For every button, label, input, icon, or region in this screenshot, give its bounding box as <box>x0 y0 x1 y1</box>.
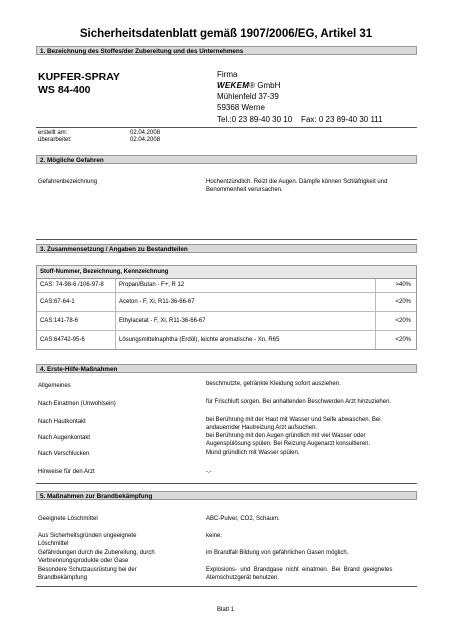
fire-label: Besondere Schutzausrüstung bei der <box>38 567 137 573</box>
table-row <box>37 331 416 349</box>
company-street: Mühlenfeld 37-39 <box>217 92 279 101</box>
first-aid-label: Nach Augenkontakt <box>38 435 91 441</box>
company-name <box>217 81 280 91</box>
fire-text: Atemschutzgerät benutzen. <box>206 575 280 581</box>
cas-number: CAS:141-78-6 <box>40 318 79 324</box>
first-aid-text: -.- <box>206 469 212 475</box>
first-aid-label: Nach Verschlucken <box>38 451 90 457</box>
created-label: erstellt am: <box>38 130 68 136</box>
concentration: >40% <box>395 282 411 288</box>
first-aid-text: Augenspülösung spülen. Bei Reizung Augenarzt konsultieren. <box>206 441 371 447</box>
fire-label: Geeignete Löschmittel <box>38 516 98 522</box>
cas-number: CAS:64742-95-6 <box>40 337 85 343</box>
substance-name: Propan/Butan - F+; R 12 <box>119 282 185 288</box>
composition-table <box>36 265 417 350</box>
company-logo: WEKEM <box>217 81 250 90</box>
fire-label: Aus Sicherheitsgründen ungeeignete <box>38 533 137 539</box>
firma-label: Firma <box>217 70 238 79</box>
divider <box>36 239 417 240</box>
cas-number: CAS:67-64-1 <box>40 299 75 305</box>
first-aid-text: bei Berührung mit der Haut mit Wasser und Seife abwaschen. Bei <box>206 417 381 423</box>
hazard-text-2: Benommenheit verursachen. <box>206 187 283 193</box>
section-2-heading: 2. Mögliche Gefahren <box>36 155 417 164</box>
created-date: 02.04.2008 <box>130 130 161 136</box>
divider <box>36 586 417 587</box>
fire-text: keine. <box>206 533 223 539</box>
table-row <box>37 293 416 312</box>
fire-label: Löschmittel <box>38 541 69 547</box>
hazard-text-1: Hochentzündlich. Reizt die Augen. Dämpfe können Schläfrigkeit und <box>206 179 388 185</box>
substance-name: Lösungsmittelnaphtha (Erdöl), leichte aromatische - Xn, R65 <box>119 337 280 343</box>
section-4-heading: 4. Erste-Hilfe-Maßnahmen <box>36 364 417 373</box>
first-aid-text: beschmutzte, getränkte Kleidung sofort ausziehen. <box>206 381 341 387</box>
first-aid-text: Mund gründlich mit Wasser spülen. <box>206 450 300 456</box>
substance-name: Ethylacetat - F, Xi, R11-36-66-67 <box>119 318 206 324</box>
fire-label: Brandbekämpfung <box>38 575 88 581</box>
concentration: <20% <box>395 299 411 305</box>
first-aid-label: Nach Hautkontakt <box>38 419 86 425</box>
company-city: 59368 Werne <box>217 103 265 112</box>
concentration: <20% <box>395 318 411 324</box>
company-contact: Tel.:0 23 89-40 30 10 Fax: 0 23 89-40 30 111 <box>217 115 383 124</box>
first-aid-text: andauernder Hautreizung Arzt aufsuchen. <box>206 425 318 431</box>
document-title: Sicherheitsdatenblatt gemäß 1907/2006/EG, Artikel 31 <box>79 28 373 40</box>
substance-name: Aceton - F, Xi, R11-36-66-67 <box>119 299 195 305</box>
revised-label: überarbeitet: <box>38 137 72 143</box>
hazard-label: Gefahrenbezeichnung <box>38 179 98 185</box>
fire-text: Explosions- und Brandgase nicht einatmen. Bei Brand geeignetes <box>206 567 393 573</box>
fire-text: im Brandfall Bildung von gefährlichen Gasen möglich. <box>206 550 349 556</box>
product-name: KUPFER-SPRAY <box>38 71 120 83</box>
first-aid-label: Hinweise für den Arzt <box>38 469 95 475</box>
revised-date: 02.04.2008 <box>130 137 161 143</box>
divider <box>36 483 417 484</box>
table-row <box>37 312 416 331</box>
first-aid-text: bei Berührung mit den Augen gründlich mit viel Wasser oder <box>206 433 366 439</box>
fire-label: Verbrennungsprodukte oder Gase <box>38 558 129 564</box>
fire-text: ABC-Pulver, CO2, Schaum. <box>206 516 280 522</box>
table-row <box>37 279 416 293</box>
cas-number: CAS: 74-98-6 /106-97-8 <box>40 282 104 288</box>
section-5-heading: 5. Maßnahmen zur Brandbekämpfung <box>36 491 417 500</box>
page-number: Blatt 1 <box>217 607 235 613</box>
product-code: WS 84-400 <box>38 84 91 96</box>
section-3-heading: 3. Zusammensetzung / Angaben zu Bestandteilen <box>36 244 417 253</box>
first-aid-text: für Frischluft sorgen. Bei anhaltenden Beschwerden Arzt hinzuziehen. <box>206 399 392 405</box>
section-1-heading: 1. Bezeichnung des Stoffes/der Zubereitung und des Unternehmens <box>36 46 417 55</box>
table-header: Stoff-Nummer, Bezeichnung, Kennzeichnung <box>37 266 416 279</box>
first-aid-label: Nach Einatmen (Unwohlsein) <box>38 401 116 407</box>
concentration: <20% <box>395 337 411 343</box>
first-aid-label: Allgemeines <box>38 383 71 389</box>
divider <box>36 127 417 128</box>
fire-label: Gefährdungen durch die Zubereitung, durch <box>38 550 155 556</box>
company-suffix: ® GmbH <box>249 81 281 90</box>
